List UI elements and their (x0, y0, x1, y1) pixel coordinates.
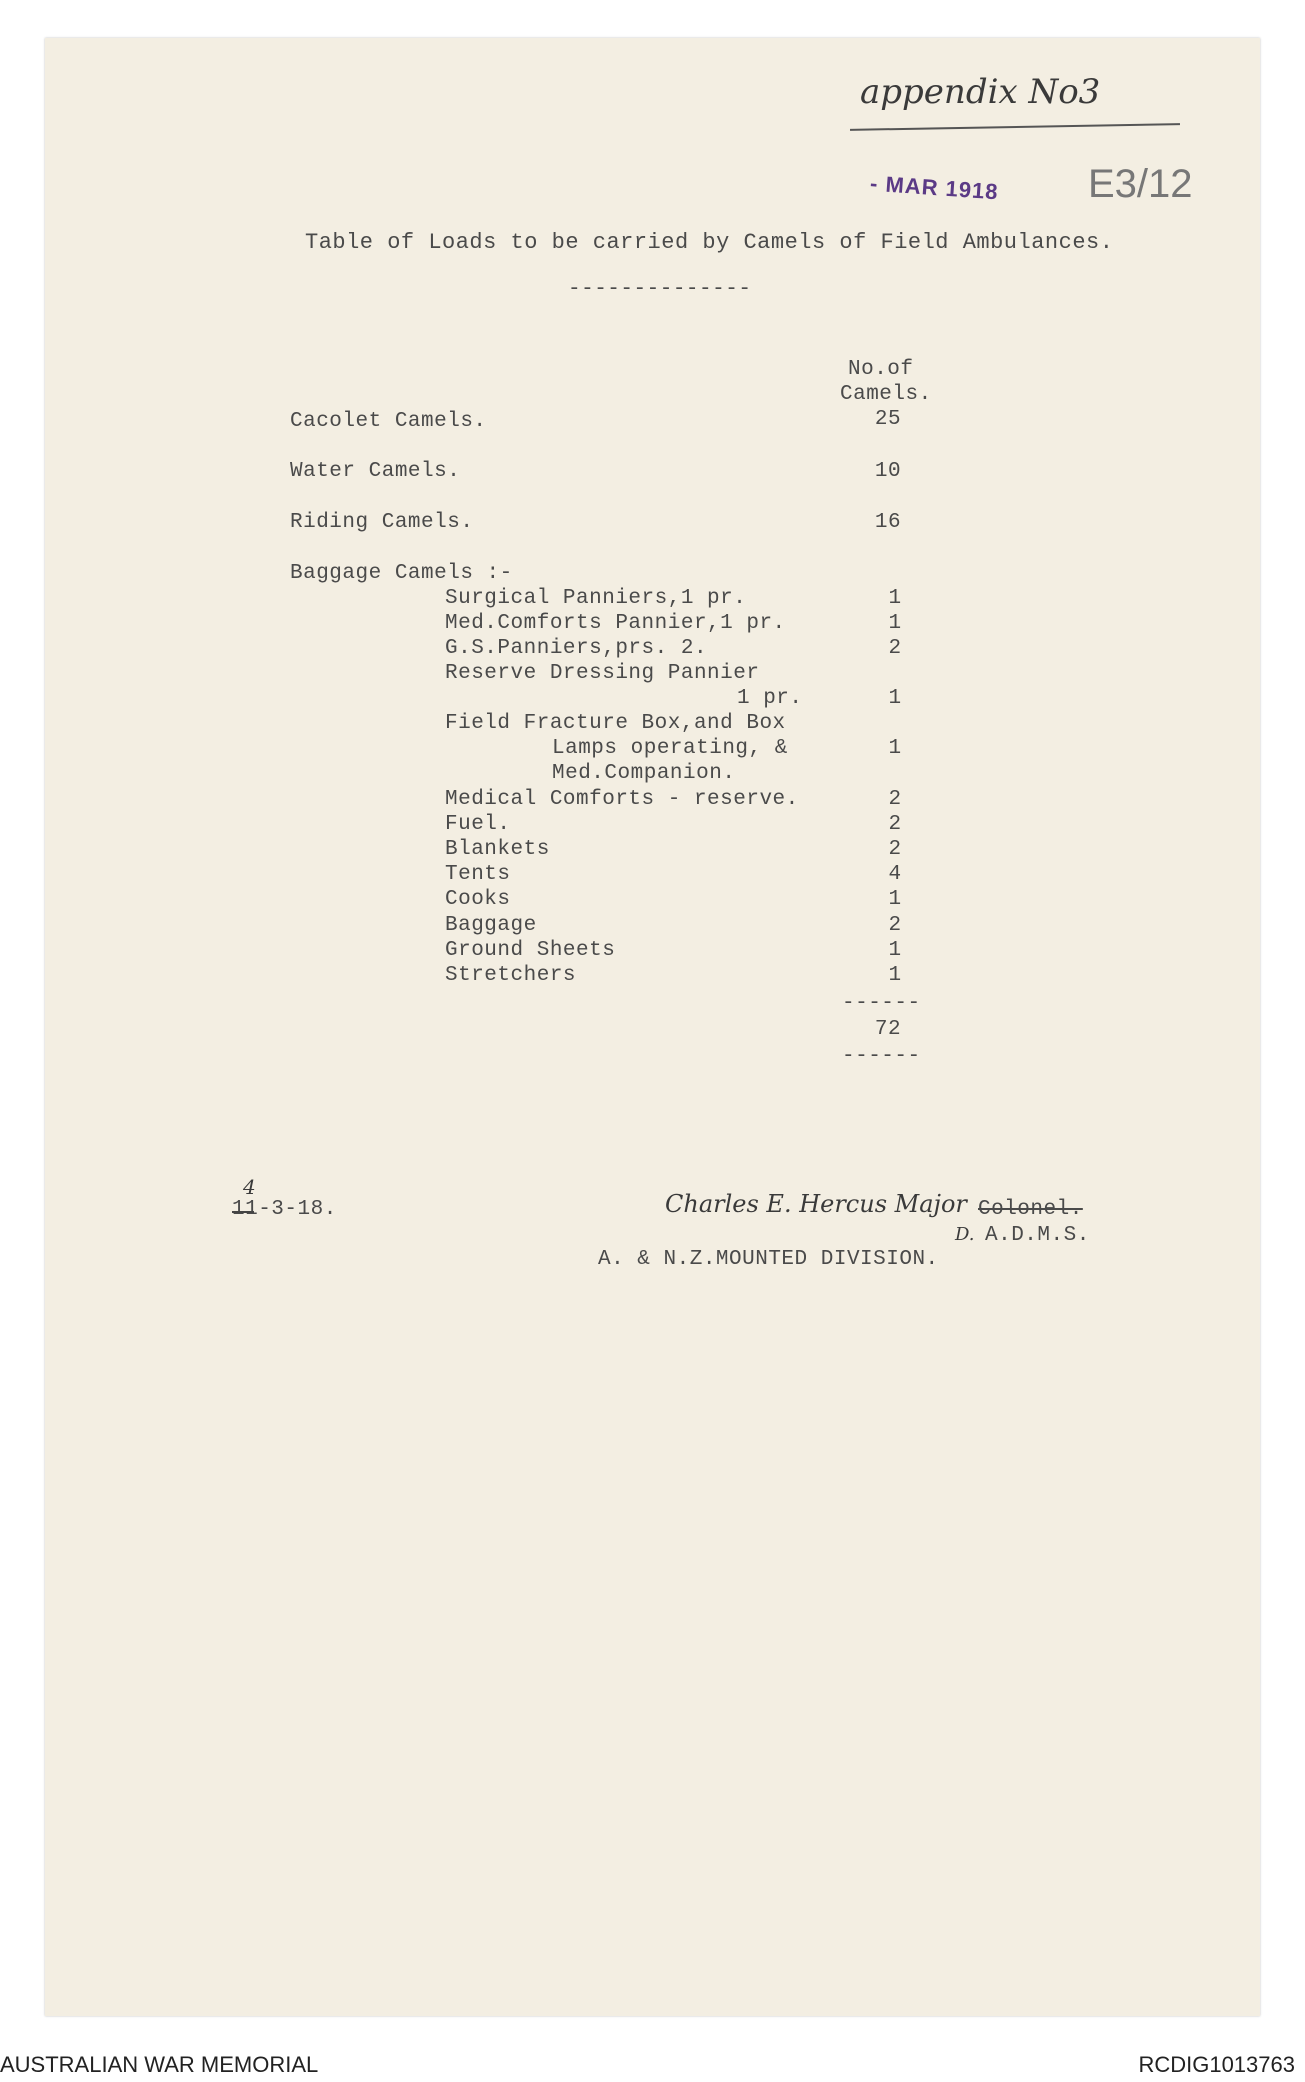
column-header-line2: Camels. (840, 383, 932, 406)
row-label: Water Camels. (290, 460, 461, 483)
baggage-item-label: Stretchers (445, 964, 577, 987)
signatory-title: A.D.M.S. (985, 1224, 1090, 1247)
page-title: Table of Loads to be carried by Camels of Field Ambulances. (305, 230, 1114, 255)
baggage-item-label: Med.Companion. (552, 762, 736, 785)
baggage-item-value: 1 (888, 939, 902, 962)
date-correction: 4 (243, 1175, 256, 1199)
footer-archive-name: AUSTRALIAN WAR MEMORIAL (0, 2052, 319, 2077)
total-rule-bottom: ------ (842, 1045, 921, 1068)
baggage-item-value: 1 (888, 888, 902, 911)
baggage-item-label: Reserve Dressing Pannier (445, 662, 760, 685)
title-rule: -------------- (568, 278, 752, 301)
baggage-item-value: 4 (888, 863, 902, 886)
baggage-item-label: 1 pr. (737, 687, 803, 710)
baggage-item-value: 2 (888, 788, 902, 811)
baggage-item-value: 2 (888, 637, 902, 660)
baggage-item-label: G.S.Panniers,prs. 2. (445, 637, 708, 660)
baggage-item-value: 1 (888, 964, 902, 987)
baggage-item-value: 2 (888, 838, 902, 861)
baggage-item-label: Fuel. (445, 813, 511, 836)
reference-mark: E3/12 (1088, 162, 1193, 206)
baggage-item-label: Field Fracture Box,and Box (445, 712, 786, 735)
baggage-item-label: Lamps operating, & (552, 737, 788, 760)
baggage-item-value: 2 (888, 813, 902, 836)
date-correction-strike (232, 1211, 254, 1213)
baggage-item-value: 2 (888, 914, 902, 937)
deputy-prefix: D. (955, 1224, 975, 1245)
baggage-item-label: Tents (445, 863, 511, 886)
baggage-item-label: Baggage (445, 914, 537, 937)
document-date: 11-3-18. (232, 1198, 337, 1221)
footer-record-id: RCDIG1013763 (1138, 2052, 1295, 2077)
document-page (45, 38, 1260, 2016)
row-value: 10 (874, 460, 902, 483)
total-value: 72 (874, 1018, 902, 1041)
appendix-annotation: appendix No3 (860, 72, 1101, 112)
division-name: A. & N.Z.MOUNTED DIVISION. (598, 1248, 939, 1271)
row-label: Riding Camels. (290, 511, 474, 534)
handwritten-signature: Charles E. Hercus Major (665, 1190, 967, 1218)
baggage-heading: Baggage Camels :- (290, 562, 513, 585)
baggage-item-label: Medical Comforts - reserve. (445, 788, 799, 811)
baggage-item-label: Blankets (445, 838, 550, 861)
baggage-item-value: 1 (888, 737, 902, 760)
row-label: Cacolet Camels. (290, 410, 487, 433)
baggage-item-label: Cooks (445, 888, 511, 911)
column-header-line1: No.of (848, 358, 914, 381)
total-rule-top: ------ (842, 992, 921, 1015)
baggage-item-value: 1 (888, 612, 902, 635)
baggage-item-value: 1 (888, 587, 902, 610)
date-stamp: - MAR 1918 (869, 170, 1000, 205)
struck-rank: Colonel. (978, 1198, 1083, 1221)
baggage-item-label: Med.Comforts Pannier,1 pr. (445, 612, 786, 635)
baggage-item-label: Surgical Panniers,1 pr. (445, 587, 747, 610)
baggage-item-label: Ground Sheets (445, 939, 616, 962)
baggage-item-value: 1 (888, 687, 902, 710)
row-value: 16 (874, 511, 902, 534)
row-value: 25 (874, 408, 902, 431)
